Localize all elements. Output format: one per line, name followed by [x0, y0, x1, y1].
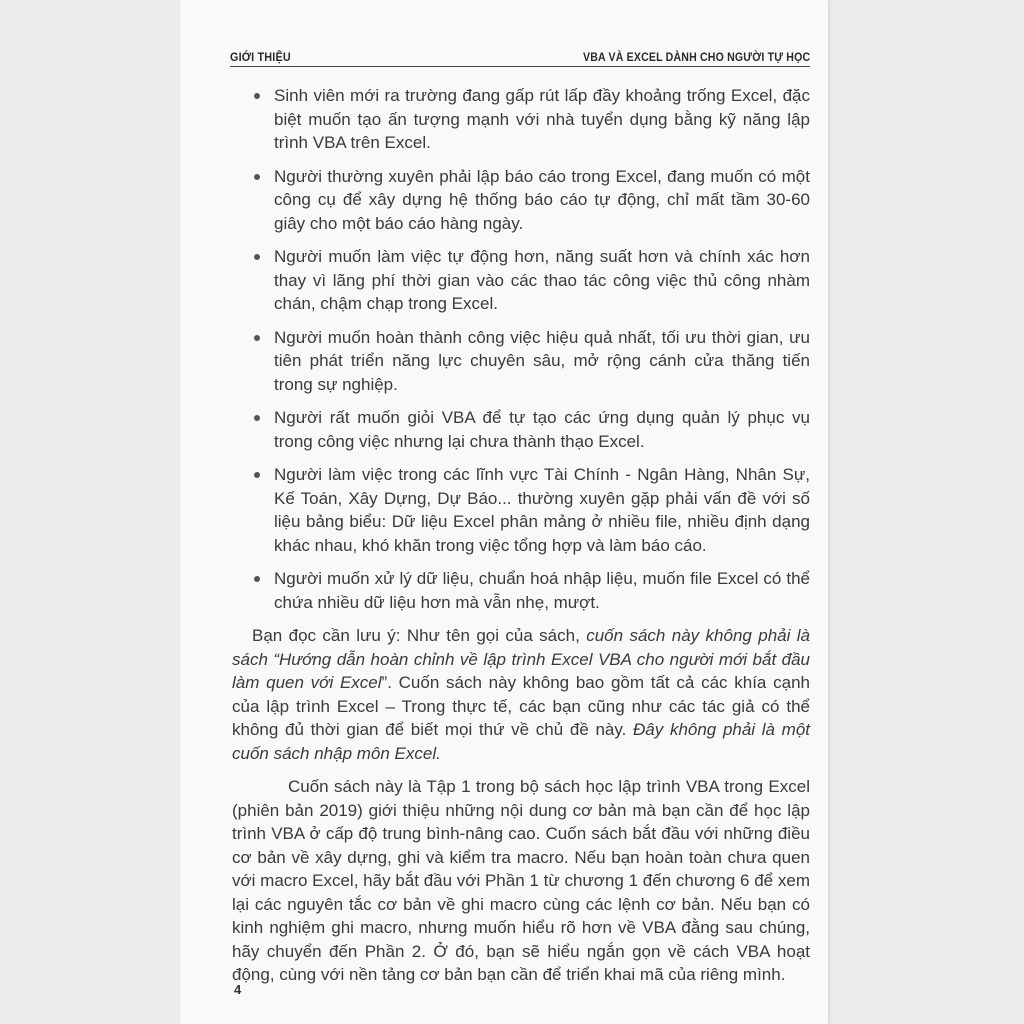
bullet-text: Người làm việc trong các lĩnh vực Tài Chính - Ngân Hàng, Nhân Sự, Kế Toán, Xây Dựng, Dự Báo... thường xuyên gặp phải vấn đề với số liệu bảng biểu: Dữ liệu Excel phân mảng ở nhiều file, nhiều định dạng khác nhau, khó khăn trong việc tổng hợp và làm báo cáo. [274, 465, 810, 555]
bullet-dot-icon [254, 576, 260, 582]
note-italic-text: cuốn sách này không phải là sách “Hướng dẫn hoàn chỉnh về lập trình Excel VBA cho người mới bắt đầu làm quen với Excel [232, 626, 810, 692]
bullet-text: Sinh viên mới ra trường đang gấp rút lấp đầy khoảng trống Excel, đặc biệt muốn tạo ấn tượng mạnh với nhà tuyển dụng bằng kỹ năng lập trình VBA trên Excel. [274, 86, 810, 152]
bullet-dot-icon [254, 335, 260, 341]
page-number: 4 [234, 982, 242, 997]
bullet-dot-icon [254, 254, 260, 260]
header-book-title: VBA VÀ EXCEL DÀNH CHO NGƯỜI TỰ HỌC [582, 50, 810, 64]
bullet-text: Người muốn hoàn thành công việc hiệu quả nhất, tối ưu thời gian, ưu tiên phát triển năng lực chuyên sâu, mở rộng cánh cửa thăng tiến trong sự nghiệp. [274, 327, 810, 394]
bullet-item [232, 463, 810, 557]
audience-bullet-list [232, 84, 810, 614]
bullet-text: Người thường xuyên phải lập báo cáo trong Excel, đang muốn có một công cụ để xây dựng hệ thống báo cáo tự động, chỉ mất tầm 30-60 giây cho một báo cáo hàng ngày. [274, 166, 810, 233]
note-body-text: ”. Cuốn sách này không bao gồm tất cả các khía cạnh của lập trình Excel – Trong thực tế, các bạn cũng như các tác giả có thể không đủ thời gian để biết mọi thứ về chủ đề này. [232, 673, 810, 739]
bullet-dot-icon [254, 415, 260, 421]
running-header [230, 44, 810, 67]
bullet-dot-icon [254, 174, 260, 180]
bullet-item [232, 84, 810, 155]
bullet-dot-icon [254, 93, 260, 99]
bullet-item [232, 406, 810, 453]
bullet-item [232, 245, 810, 316]
header-section-title: GIỚI THIỆU [230, 50, 291, 64]
bullet-text: Người muốn xử lý dữ liệu, chuẩn hoá nhập liệu, muốn file Excel có thể chứa nhiều dữ liệu hơn mà vẫn nhẹ, mượt. [274, 569, 810, 612]
note-lead-text: Bạn đọc cần lưu ý: Như tên gọi của sách, [252, 626, 587, 645]
page-body [232, 84, 810, 997]
bullet-text: Người muốn làm việc tự động hơn, năng suất hơn và chính xác hơn thay vì lãng phí thời gian vào các thao tác công việc thủ công nhàm chán, chậm chạp trong Excel. [274, 247, 810, 313]
bullet-item [232, 567, 810, 614]
bullet-dot-icon [254, 472, 260, 478]
book-overview-paragraph: Cuốn sách này là Tập 1 trong bộ sách học lập trình VBA trong Excel (phiên bản 2019) giới thiệu những nội dung cơ bản mà bạn cần để học lập trình VBA ở cấp độ trung bình-nâng cao. Cuốn sách bắt đầu với những điều cơ bản về xây dựng, ghi và kiểm tra macro. Nếu bạn hoàn toàn chưa quen với macro Excel, hãy bắt đầu với Phần 1 từ chương 1 đến chương 6 để xem lại các nguyên tắc cơ bản về ghi macro cùng các lệnh cơ bản. Nếu bạn có kinh nghiệm ghi macro, nhưng muốn hiểu rõ hơn về VBA đằng sau chúng, hãy chuyển đến Phần 2. Ở đó, bạn sẽ hiểu ngắn gọn về cách VBA hoạt động, cùng với nền tảng cơ bản bạn cần để triển khai mã của riêng mình. [232, 777, 810, 984]
bullet-item [232, 326, 810, 397]
reader-note-paragraph [232, 624, 810, 765]
bullet-item [232, 165, 810, 236]
note-italic-closing: Đây không phải là một cuốn sách nhập môn Excel. [232, 720, 811, 763]
bullet-text: Người rất muốn giỏi VBA để tự tạo các ứng dụng quản lý phục vụ trong công việc nhưng lại chưa thành thạo Excel. [274, 408, 810, 451]
